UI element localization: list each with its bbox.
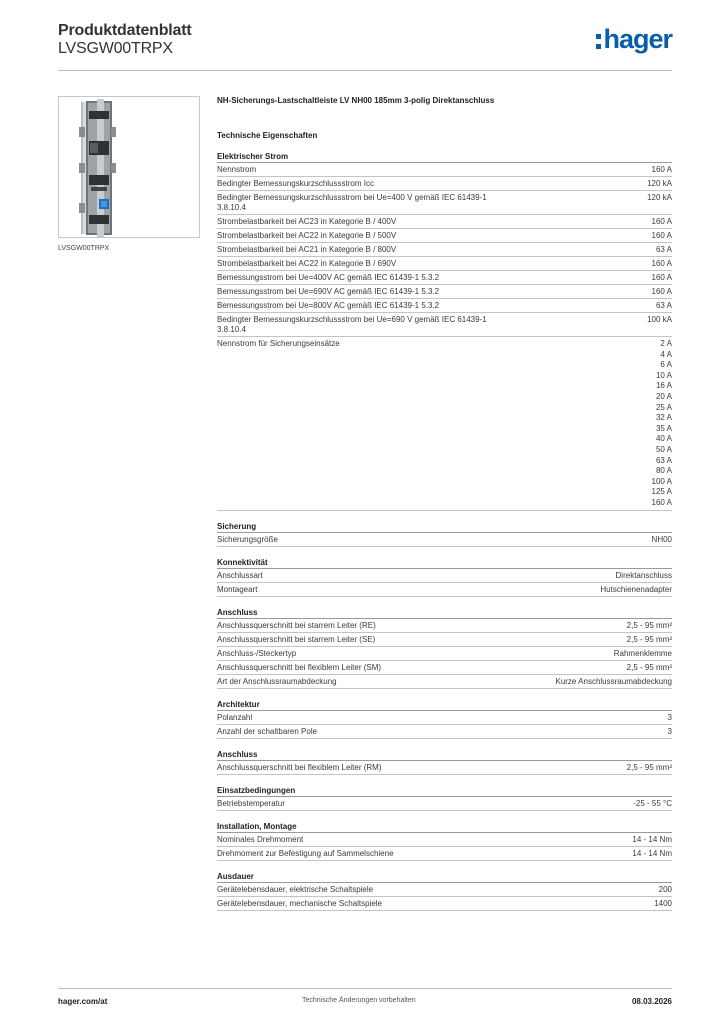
- spec-row: [217, 661, 672, 675]
- spec-row: [217, 163, 672, 177]
- spec-value: 63 A: [655, 455, 672, 465]
- spec-section: [217, 522, 672, 547]
- spec-value: 6 A: [660, 360, 672, 370]
- spec-row: [217, 833, 672, 847]
- spec-value: 2,5 - 95 mm²: [626, 762, 672, 772]
- spec-label: Art der Anschlussraumabdeckung: [217, 676, 337, 686]
- spec-label: Nennstrom für Sicherungseinsätze: [217, 339, 340, 348]
- spec-label: Nominales Drehmoment: [217, 834, 304, 844]
- spec-value: 1400: [654, 898, 672, 908]
- spec-row: [217, 583, 672, 597]
- spec-value: 160 A: [651, 259, 672, 268]
- spec-value: 63 A: [655, 301, 672, 310]
- spec-row: [217, 243, 672, 257]
- spec-label: Drehmoment zur Befestigung auf Sammelschiene: [217, 848, 394, 858]
- spec-value: 2,5 - 95 mm²: [626, 662, 672, 672]
- spec-label: Bedingter Bemessungskurzschlussstrom bei Ue=690 V gemäß IEC 61439-1 3.8.10.4: [217, 315, 487, 334]
- logo-colon-icon: [596, 34, 601, 49]
- spec-label: Strombelastbarkeit bei AC21 in Kategorie B / 800V: [217, 245, 397, 254]
- spec-value: 25 A: [655, 402, 672, 412]
- spec-label: Anschlussquerschnitt bei flexiblem Leiter (SM): [217, 662, 382, 672]
- spec-label: Bemessungsstrom bei Ue=690V AC gemäß IEC 61439-1 5.3.2: [217, 287, 440, 296]
- spec-value: 10 A: [655, 370, 672, 380]
- spec-value: 160 A: [651, 287, 672, 296]
- spec-row: [217, 569, 672, 583]
- spec-value: 125 A: [651, 487, 672, 497]
- spec-row: [217, 299, 672, 313]
- spec-row: [217, 847, 672, 861]
- spec-value: 3: [667, 712, 672, 722]
- spec-row: [217, 619, 672, 633]
- spec-label: Gerätelebensdauer, elektrische Schaltspiele: [217, 884, 374, 894]
- spec-value: 100 kA: [647, 315, 672, 324]
- section-title: Anschluss: [217, 608, 672, 619]
- spec-value: 100 A: [651, 476, 672, 486]
- spec-label: Polanzahl: [217, 712, 253, 722]
- spec-value: 14 - 14 Nm: [632, 834, 672, 844]
- section-title: Anschluss: [217, 750, 672, 761]
- section-title: Sicherung: [217, 522, 672, 533]
- spec-label: Bedingter Bemessungskurzschlussstrom bei Ue=400 V gemäß IEC 61439-1 3.8.10.4: [217, 193, 487, 212]
- spec-row: [217, 761, 672, 775]
- spec-value: Direktanschluss: [615, 570, 672, 580]
- spec-value: 160 A: [651, 217, 672, 226]
- spec-value: Kurze Anschlussraumabdeckung: [555, 676, 672, 686]
- spec-value: 20 A: [655, 391, 672, 401]
- spec-row: [217, 647, 672, 661]
- product-image: [58, 96, 200, 238]
- section-title: Einsatzbedingungen: [217, 786, 672, 797]
- spec-label: Bemessungsstrom bei Ue=400V AC gemäß IEC 61439-1 5.3.2: [217, 273, 440, 282]
- spec-row: [217, 177, 672, 191]
- spec-sections: [217, 152, 672, 911]
- spec-value: 4 A: [660, 349, 672, 359]
- logo-text: hager: [603, 24, 672, 54]
- spec-label: Anschlussquerschnitt bei flexiblem Leiter (RM): [217, 762, 382, 772]
- section-title: Elektrischer Strom: [217, 152, 672, 163]
- spec-value: 200: [658, 884, 672, 894]
- spec-row: [217, 229, 672, 243]
- spec-value: Hutschienenadapter: [600, 584, 672, 594]
- spec-label: Anzahl der schaltbaren Pole: [217, 726, 318, 736]
- spec-label: Bedingter Bemessungskurzschlussstrom Icc: [217, 179, 374, 188]
- spec-row: [217, 191, 672, 215]
- spec-section: [217, 750, 672, 775]
- page-header: [58, 20, 672, 70]
- footer-website: hager.com/at: [58, 997, 108, 1006]
- spec-value: -25 - 55 °C: [633, 798, 672, 808]
- spec-row: [217, 797, 672, 811]
- spec-value: NH00: [651, 534, 672, 544]
- spec-row: [217, 897, 672, 911]
- doc-sku: LVSGW00TRPX: [58, 40, 173, 57]
- image-caption: LVSGW00TRPX: [58, 245, 110, 252]
- spec-value: 35 A: [655, 423, 672, 433]
- tech-properties-title: Technische Eigenschaften: [217, 131, 318, 140]
- spec-section: [217, 152, 672, 511]
- spec-section: [217, 786, 672, 811]
- spec-value: 50 A: [655, 444, 672, 454]
- hager-logo: [596, 24, 672, 54]
- spec-value: 160 A: [651, 273, 672, 282]
- product-image-icon: [59, 97, 201, 239]
- spec-value: 14 - 14 Nm: [632, 848, 672, 858]
- spec-label: Bemessungsstrom bei Ue=800V AC gemäß IEC 61439-1 5.3.2: [217, 301, 440, 310]
- spec-label: Nennstrom: [217, 165, 257, 174]
- spec-row: [217, 285, 672, 299]
- spec-label: Strombelastbarkeit bei AC22 in Kategorie B / 690V: [217, 259, 397, 268]
- spec-value: 32 A: [655, 413, 672, 423]
- spec-section: [217, 608, 672, 689]
- spec-label: Strombelastbarkeit bei AC23 in Kategorie B / 400V: [217, 217, 397, 226]
- spec-value: 120 kA: [647, 193, 672, 202]
- spec-row: [217, 313, 672, 337]
- spec-label: Anschlussquerschnitt bei starrem Leiter (SE): [217, 634, 376, 644]
- spec-value-list: [652, 339, 672, 509]
- spec-label: Anschluss-/Steckertyp: [217, 648, 297, 658]
- footer-date: 08.03.2026: [631, 997, 672, 1006]
- spec-row: [217, 257, 672, 271]
- spec-label: Betriebstemperatur: [217, 798, 286, 808]
- spec-value: 16 A: [655, 381, 672, 391]
- spec-row: [217, 337, 672, 511]
- spec-value: 120 kA: [647, 179, 672, 188]
- spec-value: 40 A: [655, 434, 672, 444]
- footer-divider: [58, 988, 672, 989]
- spec-value: 160 A: [651, 231, 672, 240]
- section-title: Architektur: [217, 700, 672, 711]
- spec-label: Anschlussart: [217, 570, 263, 580]
- section-title: Ausdauer: [217, 872, 672, 883]
- spec-row: [217, 533, 672, 547]
- spec-row: [217, 725, 672, 739]
- spec-value: 2 A: [660, 339, 672, 348]
- spec-value: 63 A: [655, 245, 672, 254]
- section-title: Konnektivität: [217, 558, 672, 569]
- section-title: Installation, Montage: [217, 822, 672, 833]
- spec-label: Strombelastbarkeit bei AC22 in Kategorie B / 500V: [217, 231, 397, 240]
- header-divider: [58, 70, 672, 71]
- spec-row: [217, 883, 672, 897]
- footer-notice: Technische Änderungen vorbehalten: [302, 997, 416, 1004]
- spec-row: [217, 711, 672, 725]
- spec-row: [217, 675, 672, 689]
- spec-value: 2,5 - 95 mm²: [626, 634, 672, 644]
- spec-section: [217, 558, 672, 597]
- spec-value: 3: [667, 726, 672, 736]
- spec-row: [217, 271, 672, 285]
- spec-row: [217, 215, 672, 229]
- spec-section: [217, 700, 672, 739]
- spec-label: Anschlussquerschnitt bei starrem Leiter (RE): [217, 620, 376, 630]
- spec-value: 2,5 - 95 mm²: [626, 620, 672, 630]
- spec-row: [217, 633, 672, 647]
- spec-value: 160 A: [651, 165, 672, 174]
- spec-label: Gerätelebensdauer, mechanische Schaltspiele: [217, 898, 382, 908]
- product-description: NH-Sicherungs-Lastschaltleiste LV NH00 185mm 3-polig Direktanschluss: [217, 96, 495, 105]
- datasheet-content: [217, 96, 672, 922]
- spec-section: [217, 872, 672, 911]
- spec-section: [217, 822, 672, 861]
- spec-value: Rahmenklemme: [613, 648, 672, 658]
- spec-value: 80 A: [655, 466, 672, 476]
- spec-label: Sicherungsgröße: [217, 534, 278, 544]
- spec-label: Montageart: [217, 584, 258, 594]
- spec-value: 160 A: [651, 497, 672, 507]
- doc-title: Produktdatenblatt: [58, 22, 192, 39]
